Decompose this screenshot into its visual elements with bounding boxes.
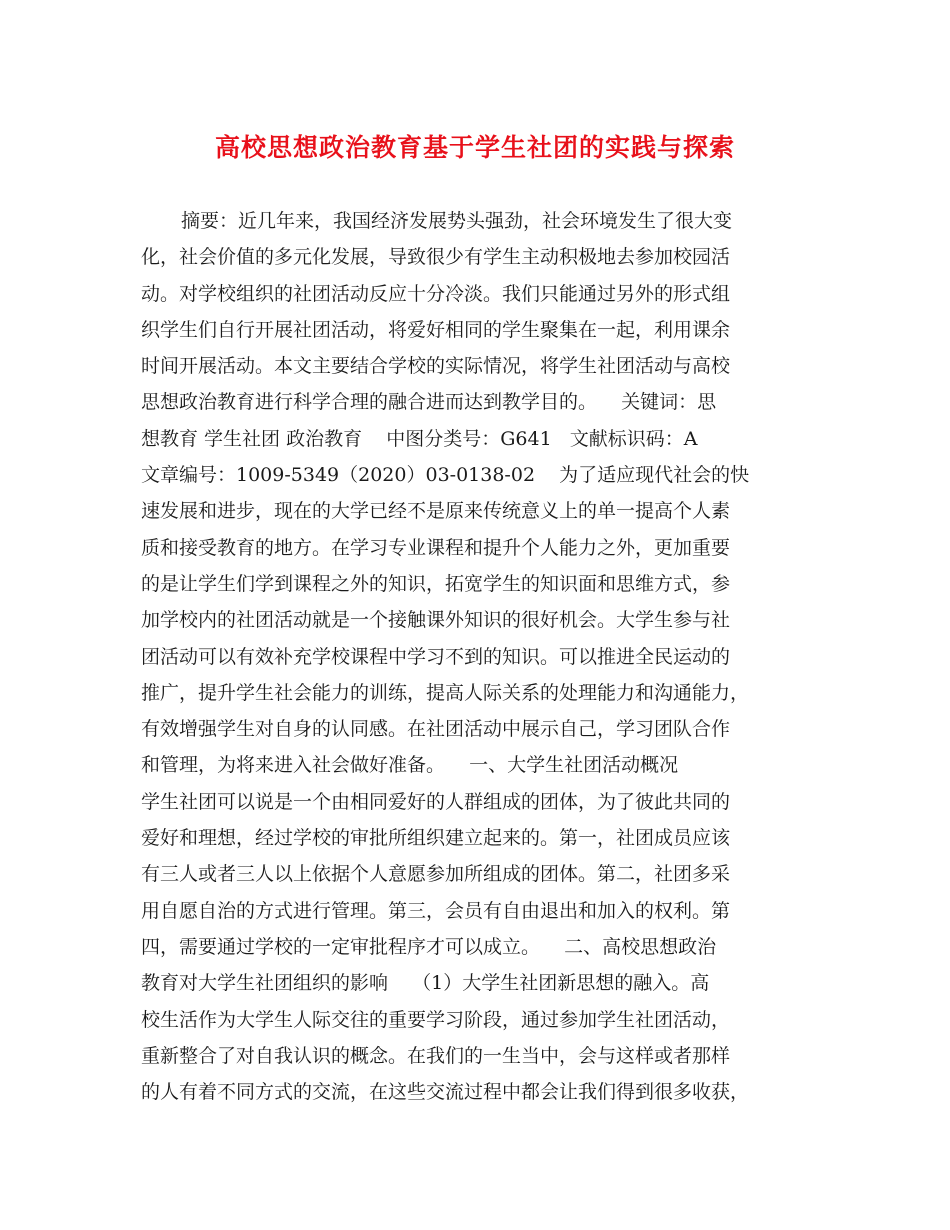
body-line: 的是让学生们学到课程之外的知识，拓宽学生的知识面和思维方式，参 <box>141 572 731 595</box>
body-line: 动。对学校组织的社团活动反应十分冷淡。我们只能通过另外的形式组 <box>141 282 731 305</box>
body-line: 文章编号：1009-5349（2020）03-0138-02 为了适应现代社会的快 <box>141 464 750 487</box>
body-line: 教育对大学生社团组织的影响 （1）大学生社团新思想的融入。高 <box>141 972 710 995</box>
body-line: 校生活作为大学生人际交往的重要学习阶段，通过参加学生社团活动， <box>141 1008 731 1031</box>
body-line: 思想政治教育进行科学合理的融合进而达到教学目的。 关键词：思 <box>141 391 717 414</box>
body-line: 加学校内的社团活动就是一个接触课外知识的很好机会。大学生参与社 <box>141 609 731 632</box>
body-line: 想教育 学生社团 政治教育 中图分类号：G641 文献标识码：A <box>141 427 698 450</box>
body-line: 有效增强学生对自身的认同感。在社团活动中展示自己，学习团队合作 <box>141 718 731 741</box>
body-line: 摘要：近几年来，我国经济发展势头强劲，社会环境发生了很大变 <box>181 210 733 232</box>
body-line: 团活动可以有效补充学校课程中学习不到的知识。可以推进全民运动的 <box>141 645 731 668</box>
body-line: 四，需要通过学校的一定审批程序才可以成立。 二、高校思想政治 <box>141 935 717 958</box>
document-title: 高校思想政治教育基于学生社团的实践与探索 <box>214 133 735 162</box>
body-line: 重新整合了对自我认识的概念。在我们的一生当中，会与这样或者那样 <box>141 1044 731 1067</box>
body-line: 织学生们自行开展社团活动，将爱好相同的学生聚集在一起，利用课余 <box>141 318 731 341</box>
body-line: 和管理，为将来进入社会做好准备。 一、大学生社团活动概况 <box>141 754 679 777</box>
body-line: 速发展和进步，现在的大学已经不是原来传统意义上的单一提高个人素 <box>141 500 731 523</box>
document-body <box>141 203 821 1110</box>
body-line: 用自愿自治的方式进行管理。第三，会员有自由退出和加入的权利。第 <box>141 899 731 922</box>
body-line: 推广，提升学生社会能力的训练，提高人际关系的处理能力和沟通能力， <box>141 681 750 704</box>
body-line: 的人有着不同方式的交流，在这些交流过程中都会让我们得到很多收获， <box>141 1081 750 1104</box>
body-line: 质和接受教育的地方。在学习专业课程和提升个人能力之外，更加重要 <box>141 536 731 559</box>
body-line: 有三人或者三人以上依据个人意愿参加所组成的团体。第二，社团多采 <box>141 863 731 886</box>
body-line: 时间开展活动。本文主要结合学校的实际情况，将学生社团活动与高校 <box>141 355 731 378</box>
body-line: 化，社会价值的多元化发展，导致很少有学生主动积极地去参加校园活 <box>141 246 731 269</box>
body-line: 爱好和理想，经过学校的审批所组织建立起来的。第一，社团成员应该 <box>141 827 731 850</box>
body-line: 学生社团可以说是一个由相同爱好的人群组成的团体，为了彼此共同的 <box>141 790 731 813</box>
